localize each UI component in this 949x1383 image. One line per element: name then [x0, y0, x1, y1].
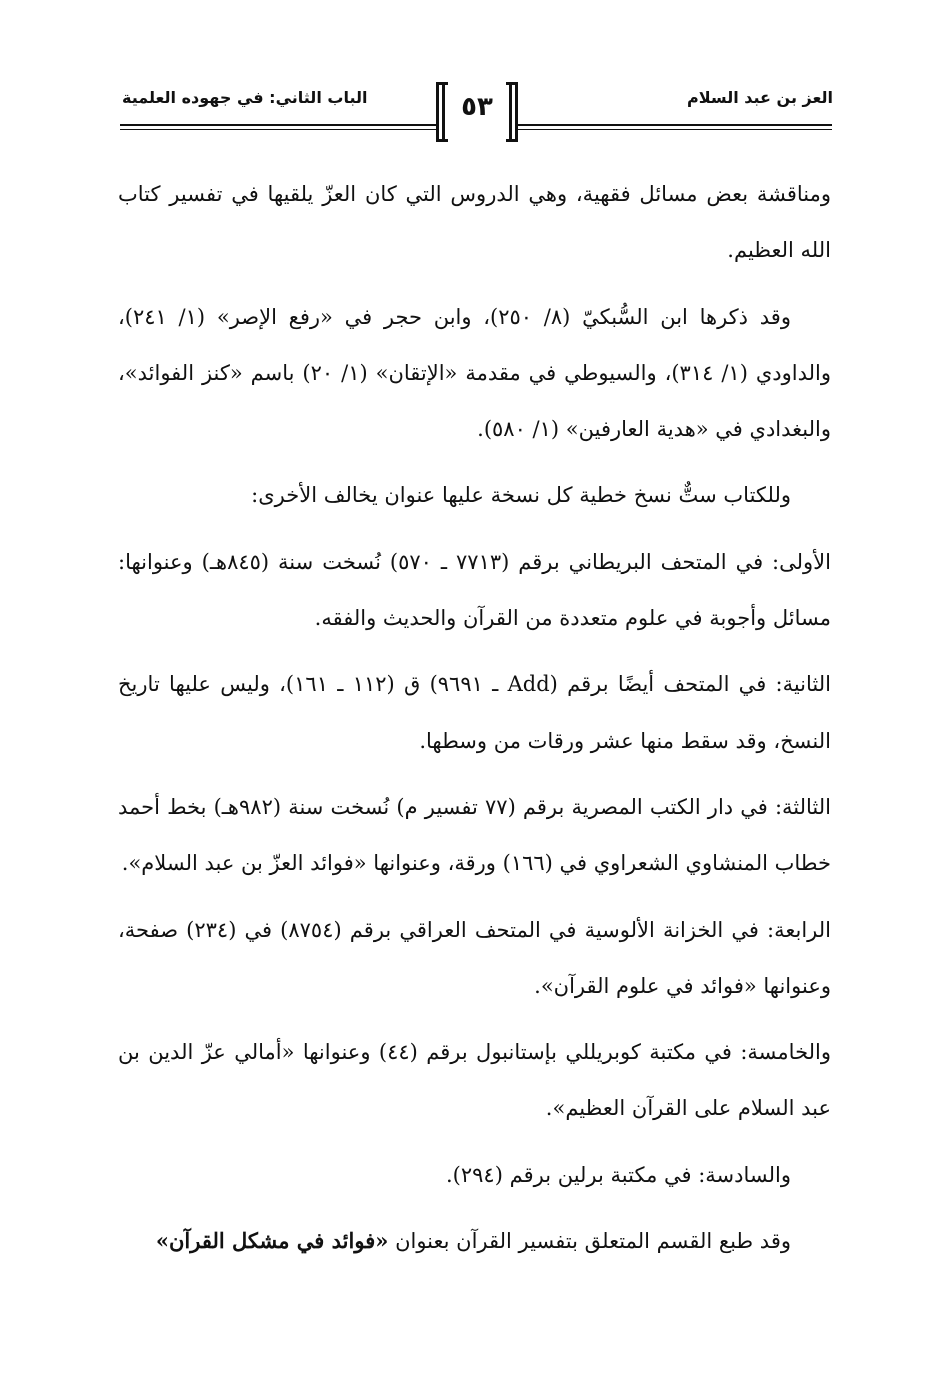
- paragraph: والسادسة: في مكتبة برلين برقم (٢٩٤).: [446, 1162, 791, 1187]
- paragraph: ومناقشة بعض مسائل فقهية، وهي الدروس التي كان العزّ يلقيها في تفسير كتاب الله العظيم.: [118, 182, 831, 263]
- header-rule-right: [518, 124, 832, 126]
- paragraph: الثالثة: في دار الكتب المصرية برقم (٧٧ تفسير م) نُسخت سنة (٩٨٢هـ) بخط أحمد خطاب المنشاوي الشعراوي في (١٦٦) ورقة، وعنوانها «فوائد العزّ بن عبد السلام».: [118, 794, 831, 876]
- paragraph: الثانية: في المتحف أيضًا برقم (Add ـ ٩٦٩١) ق (١١٢ ـ ١٦١)، وليس عليها تاريخ النسخ، وقد سقط منها عشر ورقات من وسطها.: [118, 672, 831, 753]
- header-rule-left: [120, 124, 436, 126]
- page-number-frame: [436, 82, 518, 142]
- paragraph: والخامسة: في مكتبة كوبريللي بإستانبول برقم (٤٤) وعنوانها «أمالي عزّ الدين بن عبد السلام على القرآن العظيم».: [118, 1040, 831, 1121]
- running-header-book-title: العز بن عبد السلام: [687, 88, 833, 107]
- last-line-text: وقد طبع القسم المتعلق بتفسير القرآن بعنوان: [395, 1229, 791, 1254]
- header-rule-left-thin: [120, 129, 436, 130]
- paragraph-last: [118, 1213, 831, 1269]
- book-title-bold: «فوائد في مشكل القرآن»: [155, 1228, 389, 1254]
- paragraph: وللكتاب ستٌّ نسخ خطية كل نسخة عليها عنوان يخالف الأخرى:: [251, 483, 791, 508]
- paragraph: الرابعة: في الخزانة الألوسية في المتحف العراقي برقم (٨٧٥٤) في (٢٣٤) صفحة، وعنوانها «فوائد في علوم القرآن».: [118, 917, 832, 998]
- body-text: [118, 166, 831, 1279]
- running-header-chapter-title: الباب الثاني: في جهوده العلمية: [122, 88, 368, 107]
- page-number: ٥٣: [461, 92, 493, 122]
- header-rule-right-thin: [518, 129, 832, 130]
- paragraph: وقد ذكرها ابن السُّبكيّ (٨/ ٢٥٠)، وابن حجر في «رفع الإصر» (١/ ٢٤١)، والداودي (١/ ٣١٤)، والسيوطي في مقدمة «الإتقان» (١/ ٢٠) باسم «كنز الفوائد»، والبغدادي في «هدية العارفين» (١/ ٥٨٠).: [118, 304, 831, 442]
- paragraph: الأولى: في المتحف البريطاني برقم (٧٧١٣ ـ ٥٧٠) نُسخت سنة (٨٤٥هـ) وعنوانها: مسائل وأجوبة في علوم متعددة من القرآن والحديث والفقه.: [118, 549, 831, 631]
